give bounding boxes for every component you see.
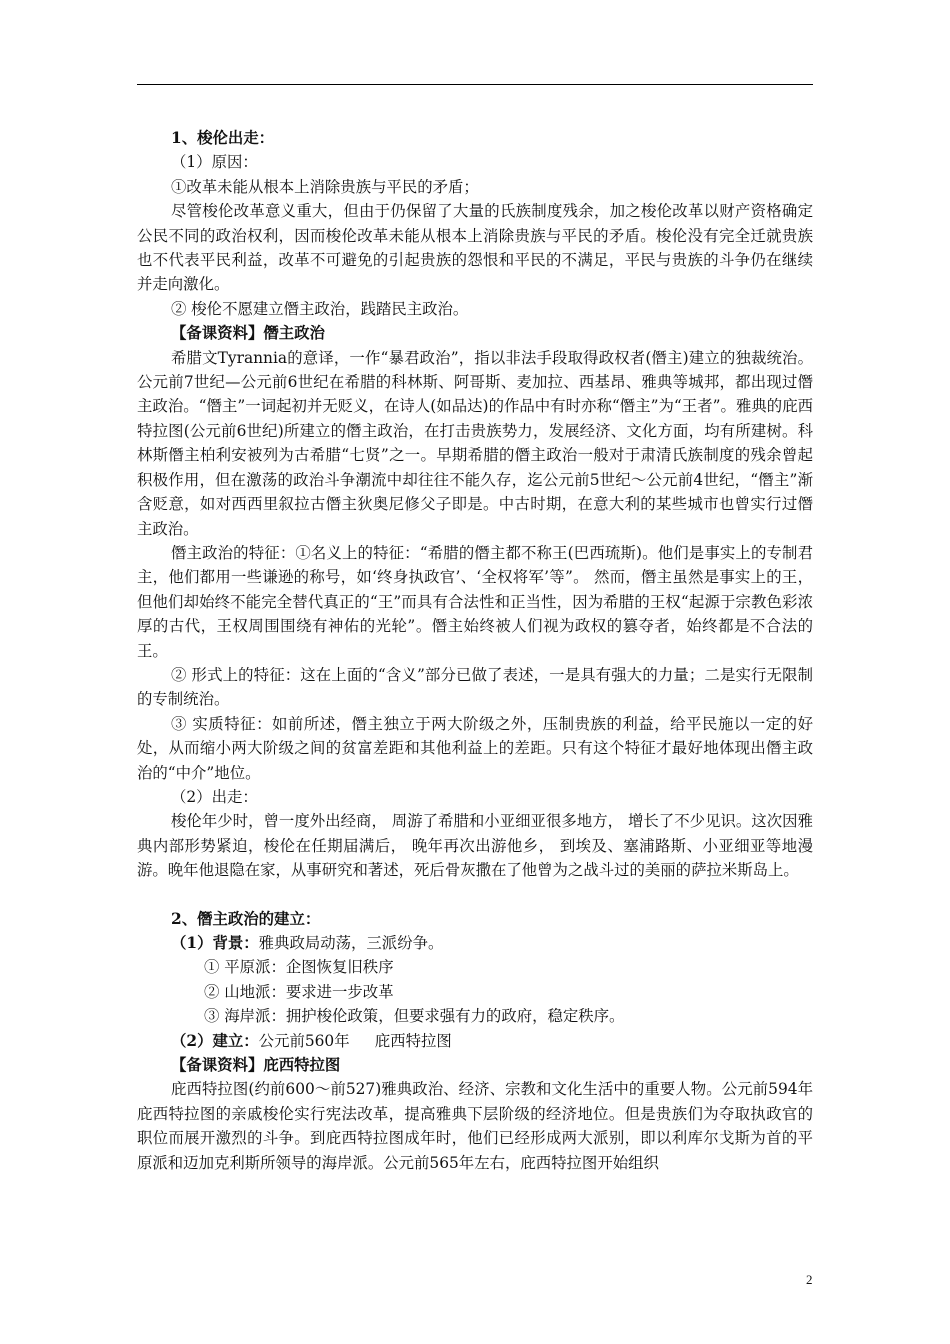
faction-2: ② 山地派：要求进一步改革 — [204, 982, 394, 1001]
cause-2: ② 梭伦不愿建立僭主政治，践踏民主政治。 — [171, 299, 469, 318]
section-1-title: 1、梭伦出走： — [171, 129, 275, 147]
cause-1: ①改革未能从根本上消除贵族与平民的矛盾； — [171, 177, 479, 196]
reference-2-paragraph-1: 庇西特拉图(约前600～前527)雅典政治、经济、宗教和文化生活中的重要人物。公元前594年庇西特拉图的亲戚梭伦实行宪法改革，提高雅典下层阶级的经济地位。但是贵族们为夺取执政官的职位而展开激烈的斗争。到庇西特拉图成年时，他们已经形成两大派别，即以利库尔戈斯为首的平原派和迈加克利斯所领导的海岸派。公元前565年左右，庇西特拉图开始组织 — [137, 1080, 813, 1172]
cause-1-paragraph: 尽管梭伦改革意义重大，但由于仍保留了大量的氏族制度残余，加之梭伦改革以财产资格确定公民不同的政治权利，因而梭伦改革未能从根本上消除贵族与平民的矛盾。梭伦没有完全迁就贵族也不代表平民利益，改革不可避免的引起贵族的怨恨和平民的不满足，平民与贵族的斗争仍在继续并走向激化。 — [137, 202, 813, 294]
reference-1-paragraph-2: 僭主政治的特征：①名义上的特征：“希腊的僭主都不称王(巴西琉斯)。他们是事实上的专制君主，他们都用一些谦逊的称号，如‘终身执政官’、‘全权将军’等”。 然而，僭主虽然是事实上的王，但他们却始终不能完全替代真正的“王”而具有合法性和正当性，因为希腊的王权“起源于宗教色彩浓厚的古代，王权周围围绕有神佑的光轮”。僭主始终被人们视为政权的篡夺者，始终都是不合法的王。 — [137, 543, 813, 660]
exile-label: （2）出走： — [171, 787, 258, 806]
header-rule — [137, 84, 813, 85]
faction-1: ① 平原派：企图恢复旧秩序 — [204, 958, 394, 977]
section-spacer — [137, 883, 813, 907]
section-2-title: 2、僭主政治的建立： — [171, 909, 321, 928]
document-body — [137, 126, 813, 1175]
cause-label: （1）原因： — [171, 153, 258, 172]
faction-3: ③ 海岸派：拥护梭伦政策，但要求强有力的政府，稳定秩序。 — [204, 1007, 625, 1026]
establishment-label: （2）建立： — [171, 1031, 259, 1050]
reference-1-paragraph-3: ② 形式上的特征：这在上面的“含义”部分已做了表述，一是具有强大的力量；二是实行无限制的专制统治。 — [137, 665, 813, 709]
page-number: 2 — [806, 1272, 813, 1287]
background-label: （1）背景： — [171, 934, 259, 952]
establishment-line — [137, 1029, 813, 1053]
establishment-text: 公元前560年 庇西特拉图 — [258, 1031, 452, 1050]
exile-paragraph: 梭伦年少时，曾一度外出经商， 周游了希腊和小亚细亚很多地方， 增长了不少见识。这次因雅典内部形势紧迫，梭伦在任期届满后， 晚年再次出游他乡， 到埃及、塞浦路斯、小亚细亚等地漫游。晚年他退隐在家，从事研究和著述，死后骨灰撒在了他曾为之战斗过的美丽的萨拉米斯岛上。 — [137, 812, 813, 880]
background-text: 雅典政局动荡，三派纷争。 — [258, 934, 444, 952]
background-line — [137, 931, 813, 955]
reference-1-paragraph-1: 希腊文Tyrannia的意译，一作“暴君政治”，指以非法手段取得政权者(僭主)建立的独裁统治。公元前7世纪—公元前6世纪在希腊的科林斯、阿哥斯、麦加拉、西基昂、雅典等城邦，都出现过僭主政治。“僭主”一词起初并无贬义，在诗人(如品达)的作品中有时亦称“僭主”为“王者”。雅典的庇西特拉图(公元前6世纪)所建立的僭主政治，在打击贵族势力，发展经济、文化方面，均有所建树。科林斯僭主柏利安被列为古希腊“七贤”之一。早期希腊的僭主政治一般对于肃清氏族制度的残余曾起积极作用，但在激荡的政治斗争潮流中却往往不能久存，迄公元前5世纪～公元前4世纪，“僭主”渐含贬意，如对西西里叙拉古僭主狄奥尼修父子即是。中古时期，在意大利的某些城市也曾实行过僭主政治。 — [137, 348, 813, 538]
reference-1-paragraph-4: ③ 实质特征：如前所述，僭主独立于两大阶级之外，压制贵族的利益，给平民施以一定的好处，从而缩小两大阶级之间的贫富差距和其他利益上的差距。只有这个特征才最好地体现出僭主政治的“中介”地位。 — [137, 714, 813, 782]
reference-1-title: 【备课资料】僭主政治 — [171, 324, 325, 343]
reference-2-title: 【备课资料】庇西特拉图 — [171, 1056, 341, 1075]
